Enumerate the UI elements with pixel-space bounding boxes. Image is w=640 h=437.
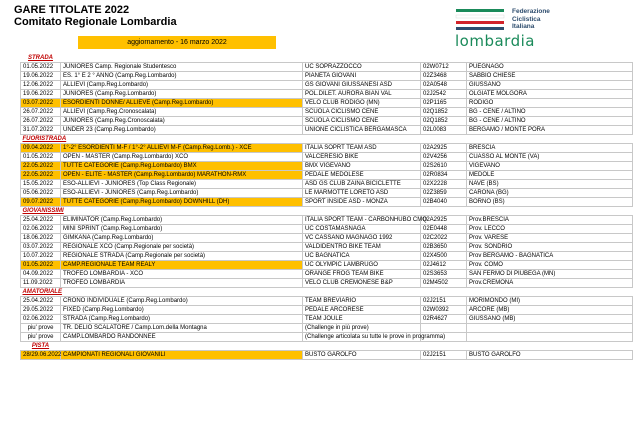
- race-date: 11.09.2022: [21, 279, 61, 288]
- race-date: 05.06.2022: [21, 189, 61, 198]
- race-date: 26.07.2022: [21, 117, 61, 126]
- race-date: 01.05.2022: [21, 63, 61, 72]
- race-location: GIUSSANO (MB): [467, 315, 633, 324]
- race-event: CAMP.LOMBARDO RANDONNEE: [61, 333, 303, 342]
- race-event: ELIMINATOR (Camp.Reg.Lombardo): [61, 216, 303, 225]
- race-location: BG - CENE / ALTINO: [467, 117, 633, 126]
- table-row: [21, 144, 633, 153]
- race-event: TROFEO LOMBARDIA: [61, 279, 303, 288]
- race-organizer: UC SOPRAZZOCCO: [303, 63, 421, 72]
- race-organizer: ITALIA SOPRT TEAM ASD: [303, 144, 421, 153]
- race-date: 15.05.2022: [21, 180, 61, 189]
- race-organizer: ASD GS CLUB ZAINA BICICLETTE: [303, 180, 421, 189]
- section-spacer: [61, 54, 633, 63]
- document-subtitle: Comitato Regionale Lombardia: [14, 16, 177, 28]
- race-location: Prov BERGAMO - BAGNATICA: [467, 252, 633, 261]
- race-event: STRADA (Camp.Reg.Lombardo): [61, 315, 303, 324]
- race-date: 12.06.2022: [21, 81, 61, 90]
- race-code: 02J2151: [421, 351, 467, 360]
- race-organizer: UC COSTAMASNAGA: [303, 225, 421, 234]
- table-row: [21, 297, 633, 306]
- race-date: 22.05.2022: [21, 171, 61, 180]
- table-row: [21, 63, 633, 72]
- race-event: 1°-2° ESORDIENTI M-F / 1°-2° ALLIEVI M-F (Camp.Reg.Lomb.) - XCE: [61, 144, 303, 153]
- table-row: [21, 270, 633, 279]
- federation-name: Federazione Ciclistica Italiana: [512, 8, 550, 30]
- race-organizer: TEAM JOULE: [303, 315, 421, 324]
- race-organizer: BMX VIGEVANO: [303, 162, 421, 171]
- section-label: GIOVANISSIMI: [22, 208, 64, 214]
- race-event: JUNIORES (Camp.Reg.Cronoscalata): [61, 117, 303, 126]
- race-event: ES. 1° E 2 ° ANNO (Camp.Reg.Lombardo): [61, 72, 303, 81]
- race-code: 02J2151: [421, 297, 467, 306]
- race-date: 19.06.2022: [21, 90, 61, 99]
- race-code: 02J2542: [421, 90, 467, 99]
- race-organizer: PEDALE ARCORESE: [303, 306, 421, 315]
- race-date: 03.07.2022: [21, 99, 61, 108]
- table-row: [21, 216, 633, 225]
- race-location: Prov. COMO: [467, 261, 633, 270]
- race-date: 29.05.2022: [21, 306, 61, 315]
- section-header: [21, 342, 633, 351]
- race-organizer: UC OLYMPIC LAMBRUGO: [303, 261, 421, 270]
- race-code: 02S3653: [421, 270, 467, 279]
- table-row: [21, 126, 633, 135]
- race-code: 02A2925: [421, 144, 467, 153]
- race-event: ALLIEVI (Camp.Reg.Lombardo): [61, 81, 303, 90]
- race-code: 02J4612: [421, 261, 467, 270]
- race-location: BG - CENE / ALTINO: [467, 108, 633, 117]
- section-label: PISTA: [31, 343, 50, 349]
- table-row: [21, 315, 633, 324]
- race-organizer: VALDIDENTRO BIKE TEAM: [303, 243, 421, 252]
- race-location: BORNO (BS): [467, 198, 633, 207]
- race-code: 02C2022: [421, 234, 467, 243]
- race-event: ESO-ALLIEVI - JUNIORES (Camp.Reg.Lombardo): [61, 189, 303, 198]
- section-header: [21, 135, 633, 144]
- race-location: BUSTO GAROLFO: [467, 351, 633, 360]
- table-row: [21, 324, 633, 333]
- race-organizer: GS GIOVANI GIUSSANESI ASD: [303, 81, 421, 90]
- race-event: FIXED (Camp.Reg.Lombardo): [61, 306, 303, 315]
- table-row: [21, 198, 633, 207]
- brand-lombardia: lombardia: [455, 32, 535, 50]
- race-date: 02.06.2022: [21, 315, 61, 324]
- race-event: JUNIORES Camp. Regionale Studentesco: [61, 63, 303, 72]
- race-event: REGIONALE STRADA (Camp.Regionale per società): [61, 252, 303, 261]
- race-organizer: ORANGE FROG TEAM BIKE: [303, 270, 421, 279]
- race-date: piu' prove: [21, 324, 61, 333]
- race-event: OPEN - ELITE - MASTER (Camp.Reg.Lombardo) MARATHON-RMX: [61, 171, 303, 180]
- race-organizer: PEDALE MEDOLESE: [303, 171, 421, 180]
- race-code: 02V4256: [421, 153, 467, 162]
- race-code: 02A2925: [421, 216, 467, 225]
- race-date: 22.05.2022: [21, 162, 61, 171]
- race-code: 02R4627: [421, 315, 467, 324]
- race-location: OLGIATE MOLGORA: [467, 90, 633, 99]
- race-organizer: (Challenge in più prove): [303, 324, 421, 333]
- section-spacer: [61, 342, 633, 351]
- race-event: ESORDIENTI DONNE/ ALLIEVE (Camp.Reg.Lombardo): [61, 99, 303, 108]
- race-organizer: ITALIA SPORT TEAM - CARBONHUBO CMQ: [303, 216, 421, 225]
- race-event: ALLIEVI (Camp.Reg.Cronoscalata): [61, 108, 303, 117]
- table-row: [21, 351, 633, 360]
- document-title: GARE TITOLATE 2022: [14, 4, 130, 16]
- race-code: 02B4040: [421, 198, 467, 207]
- race-location: RODIGO: [467, 99, 633, 108]
- race-code: 02Z3859: [421, 189, 467, 198]
- table-row: [21, 252, 633, 261]
- race-date: piu' prove: [21, 333, 61, 342]
- table-row: [21, 180, 633, 189]
- race-location: CUASSO AL MONTE (VA): [467, 153, 633, 162]
- race-code: 02R0834: [421, 171, 467, 180]
- race-location: VIGEVANO: [467, 162, 633, 171]
- section-header: [21, 207, 633, 216]
- race-location: Prov. LECCO: [467, 225, 633, 234]
- section-header: [21, 54, 633, 63]
- race-code: 02P1165: [421, 99, 467, 108]
- race-event: CAMP.REGIONALE TEAM REALY: [61, 261, 303, 270]
- race-code: 02M4502: [421, 279, 467, 288]
- race-event: TR. DELIO SCALATORE / Camp.Lom.della Montagna: [61, 324, 303, 333]
- race-event: ESO-ALLIEVI - JUNIORES (Top Class Regionale): [61, 180, 303, 189]
- race-date: 28/29.06.2022: [21, 351, 61, 360]
- section-spacer: [61, 135, 633, 144]
- race-code: 02X2228: [421, 180, 467, 189]
- race-code: 02Z3468: [421, 72, 467, 81]
- race-code: 02X4500: [421, 252, 467, 261]
- table-row: [21, 153, 633, 162]
- race-location: MEDOLE: [467, 171, 633, 180]
- table-row: [21, 225, 633, 234]
- race-organizer: SCUOLA CICLISMO CENE: [303, 117, 421, 126]
- section-spacer: [61, 207, 633, 216]
- race-code: 02W0712: [421, 63, 467, 72]
- race-date: 09.04.2022: [21, 144, 61, 153]
- race-date: 25.04.2022: [21, 297, 61, 306]
- fci-emblem-icon: [454, 6, 510, 34]
- race-event: JUNIORES (Camp.Reg.Lombardo): [61, 90, 303, 99]
- race-code: 02W0392: [421, 306, 467, 315]
- table-row: [21, 90, 633, 99]
- table-row: [21, 279, 633, 288]
- race-organizer: VALCERESIO BIKE: [303, 153, 421, 162]
- race-date: 25.04.2022: [21, 216, 61, 225]
- race-organizer: LE MARMOTTE LORETO ASD: [303, 189, 421, 198]
- race-date: 03.07.2022: [21, 243, 61, 252]
- section-label: AMATORIALE: [22, 289, 62, 295]
- race-event: OPEN - MASTER (Camp.Reg.Lombardo) XCO: [61, 153, 303, 162]
- race-date: 09.07.2022: [21, 198, 61, 207]
- race-date: 18.06.2022: [21, 234, 61, 243]
- table-row: [21, 234, 633, 243]
- race-organizer: TEAM BREVIARIO: [303, 297, 421, 306]
- race-organizer: POL.DILET. AURORA BIAN VAL: [303, 90, 421, 99]
- race-code: 02B3650: [421, 243, 467, 252]
- race-organizer: UC BAGNATICA: [303, 252, 421, 261]
- race-event: TUTTE CATEGORIE (Camp.Reg.Lombardo) BMX: [61, 162, 303, 171]
- race-code: [421, 324, 467, 333]
- race-code: 02E0448: [421, 225, 467, 234]
- race-code: 02L0083: [421, 126, 467, 135]
- race-organizer: UNIONE CICLISTICA BERGAMASCA: [303, 126, 421, 135]
- race-organizer: VELO CLUB CREMONESE B&P: [303, 279, 421, 288]
- section-label: FUORISTRADA: [22, 136, 67, 142]
- race-organizer: SPORT INSIDE ASD - MONZA: [303, 198, 421, 207]
- race-location: BERGAMO / MONTE PORA: [467, 126, 633, 135]
- race-organizer: VELO CLUB RODIGO (MN): [303, 99, 421, 108]
- races-table: [20, 54, 633, 360]
- race-event: REGIONALE XCO (Camp.Regionale per società): [61, 243, 303, 252]
- table-row: [21, 108, 633, 117]
- section-header: [21, 288, 633, 297]
- table-row: [21, 306, 633, 315]
- race-code: 02A0548: [421, 81, 467, 90]
- race-event: UNDER 23 (Camp.Reg.Lombardo): [61, 126, 303, 135]
- race-organizer: VC CASSANO MAGNAGO 1992: [303, 234, 421, 243]
- race-organizer: BUSTO GAROLFO: [303, 351, 421, 360]
- race-date: 01.05.2022: [21, 153, 61, 162]
- race-date: 10.07.2022: [21, 252, 61, 261]
- race-date: 02.06.2022: [21, 225, 61, 234]
- race-event: CRONO INDIVIDUALE (Camp.Reg.Lombardo): [61, 297, 303, 306]
- update-banner: aggiornamento - 16 marzo 2022: [78, 36, 276, 49]
- table-row: [21, 243, 633, 252]
- section-label: STRADA: [28, 55, 53, 61]
- race-code: 02Q1852: [421, 117, 467, 126]
- race-location: GIUSSANO: [467, 81, 633, 90]
- race-event: TROFEO LOMBARDIA - XCO: [61, 270, 303, 279]
- table-row: [21, 261, 633, 270]
- table-row: [21, 81, 633, 90]
- race-event: CAMPIONATI REGIONALI GIOVANILI: [61, 351, 303, 360]
- table-row: [21, 99, 633, 108]
- table-row: [21, 162, 633, 171]
- section-spacer: [61, 288, 633, 297]
- race-location: SAN FERMO DI PIUBEGA (MN): [467, 270, 633, 279]
- race-location: Prov. VARESE: [467, 234, 633, 243]
- race-location: Prov.BRESCIA: [467, 216, 633, 225]
- race-location: PUEGNAGO: [467, 63, 633, 72]
- race-date: 01.05.2022: [21, 261, 61, 270]
- race-location: CARONA (BG): [467, 189, 633, 198]
- race-date: 19.06.2022: [21, 72, 61, 81]
- race-organizer: PIANETA GIOVANI: [303, 72, 421, 81]
- table-row: [21, 189, 633, 198]
- race-date: 04.09.2022: [21, 270, 61, 279]
- race-location: BRESCIA: [467, 144, 633, 153]
- table-row: [21, 333, 633, 342]
- race-event: TUTTE CATEGORIE (Camp.Reg.Lombardo) DOWNHILL (DH): [61, 198, 303, 207]
- race-organizer: (Challenge articolata su tutte le prove in programma): [303, 333, 421, 342]
- race-date: 31.07.2022: [21, 126, 61, 135]
- race-event: GIMKANA (Camp.Reg.Lombardo): [61, 234, 303, 243]
- fci-lombardia-logo: [452, 4, 632, 54]
- table-row: [21, 117, 633, 126]
- race-location: ARCORE (MB): [467, 306, 633, 315]
- race-location: SABBIO CHIESE: [467, 72, 633, 81]
- race-location: Prov.CREMONA: [467, 279, 633, 288]
- table-row: [21, 171, 633, 180]
- race-location: [467, 324, 633, 333]
- race-date: 26.07.2022: [21, 108, 61, 117]
- race-organizer: SCUOLA CICLISMO CENE: [303, 108, 421, 117]
- race-code: 02S2610: [421, 162, 467, 171]
- race-location: [467, 333, 633, 342]
- race-location: NAVE (BS): [467, 180, 633, 189]
- race-code: 02Q1852: [421, 108, 467, 117]
- table-row: [21, 72, 633, 81]
- race-event: MINI SPRINT (Camp.Reg.Lombardo): [61, 225, 303, 234]
- race-location: MORIMONDO (MI): [467, 297, 633, 306]
- race-location: Prov. SONDRIO: [467, 243, 633, 252]
